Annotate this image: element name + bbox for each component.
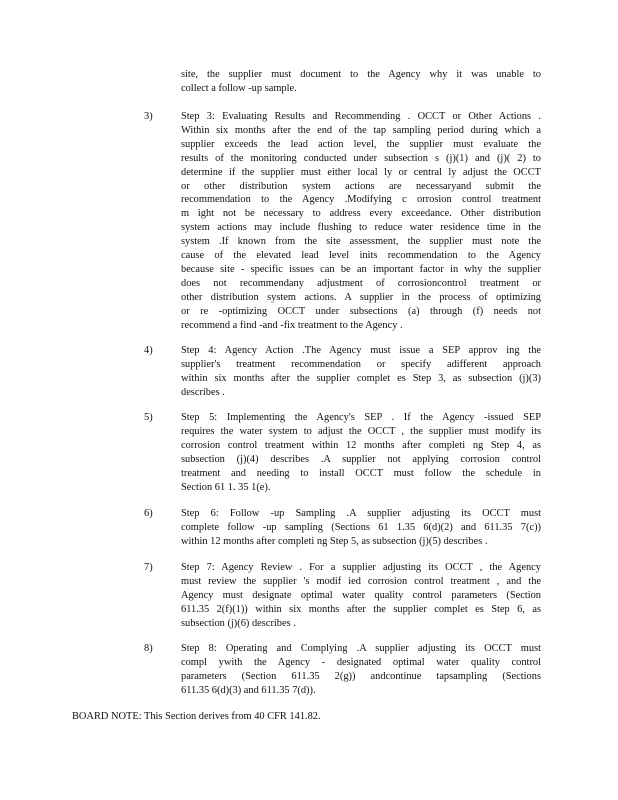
text-line: within 12 months after completi ng Step 5, as subsection (j)(5) describes . <box>181 535 488 547</box>
text-line: determine if the supplier must either local ly or central ly adjust the OCCT <box>181 166 541 178</box>
step-5-paragraph <box>181 411 541 494</box>
text-line: within six months after the supplier complet es Step 3, as subsection (j)(3) <box>181 372 541 384</box>
text-line: describes . <box>181 386 225 398</box>
text-line: subsection (j)(6) describes . <box>181 617 296 629</box>
text-line: treatment and needing to install OCCT must follow the schedule in <box>181 467 541 479</box>
step-number: 8) <box>144 643 153 654</box>
text-line: Step 3: Evaluating Results and Recommending . OCCT or Other Actions . <box>181 111 541 122</box>
step-8-paragraph <box>181 642 541 698</box>
step-number: 3) <box>144 111 153 122</box>
step-4-paragraph <box>181 344 541 400</box>
text-line: site, the supplier must document to the Agency why it was unable to <box>181 69 541 80</box>
text-line: Step 6: Follow -up Sampling .A supplier adjusting its OCCT must <box>181 508 541 519</box>
text-line: recommendation to the Agency .Modifying c orrosion control treatment <box>181 194 541 206</box>
step-6-paragraph <box>181 507 541 549</box>
text-line: 611.35 6(d)(3) and 611.35 7(d)). <box>181 684 316 696</box>
step-number: 7) <box>144 562 153 573</box>
text-line: does not recommendany adjustment of corrosioncontrol treatment or <box>181 277 541 289</box>
text-line: Within six months after the end of the tap sampling period during which a <box>181 124 541 136</box>
text-line: or other distribution system actions are necessaryand submit the <box>181 180 541 192</box>
text-line: cause of the elevated lead level inits recommendation to the Agency <box>181 250 541 262</box>
text-line: results of the monitoring conducted under subsection s (j)(1) and (j)( 2) to <box>181 152 541 164</box>
text-line: other distribution system actions. A supplier in the process of optimizing <box>181 291 541 303</box>
text-line: m ight not be necessary to address every exceedance. Other distribution <box>181 208 541 220</box>
text-line: system .If known from the site assessment, the supplier must note the <box>181 236 541 248</box>
text-line: parameters (Section 611.35 2(g)) andcontinue tapsampling (Sections <box>181 670 541 682</box>
text-line: collect a follow -up sample. <box>181 82 297 94</box>
text-line: Step 5: Implementing the Agency's SEP . If the Agency -issued SEP <box>181 412 541 423</box>
text-line: complete follow -up sampling (Sections 61 1.35 6(d)(2) and 611.35 7(c)) <box>181 521 541 533</box>
intro-paragraph <box>181 68 541 96</box>
text-line: Step 8: Operating and Complying .A supplier adjusting its OCCT must <box>181 643 541 654</box>
text-line: corrosion control treatment within 12 months after completi ng Step 4, as <box>181 439 541 451</box>
text-line: supplier's treatment recommendation or specify adifferent approach <box>181 358 541 370</box>
step-3-paragraph <box>181 110 541 333</box>
step-number: 5) <box>144 412 153 423</box>
text-line: Step 7: Agency Review . For a supplier adjusting its OCCT , the Agency <box>181 562 541 573</box>
text-line: or re -optimizing OCCT under subsections (a) through (f) needs not <box>181 305 541 317</box>
board-note: BOARD NOTE: This Section derives from 40 CFR 141.82. <box>72 711 321 722</box>
step-number: 6) <box>144 508 153 519</box>
text-line: Step 4: Agency Action .The Agency must issue a SEP approv ing the <box>181 345 541 356</box>
step-number: 4) <box>144 345 153 356</box>
text-line: Agency must designate optimal water quality control parameters (Section <box>181 589 541 601</box>
text-line: requires the water system to adjust the OCCT , the supplier must modify its <box>181 425 541 437</box>
text-line: 611.35 2(f)(1)) within six months after the supplier complet es Step 6, as <box>181 603 541 615</box>
text-line: supplier exceeds the lead action level, the supplier must evaluate the <box>181 138 541 150</box>
step-7-paragraph <box>181 561 541 631</box>
text-line: must review the supplier 's modif ied corrosion control treatment , and the <box>181 575 541 587</box>
text-line: system actions may include flushing to reduce water residence time in the <box>181 222 541 234</box>
text-line: compl ywith the Agency - designated optimal water quality control <box>181 656 541 668</box>
text-line: subsection (j)(4) describes .A supplier not applying corrosion control <box>181 453 541 465</box>
text-line: because site - specific issues can be an important factor in why the supplier <box>181 263 541 275</box>
text-line: recommend a find -and -fix treatment to the Agency . <box>181 319 403 331</box>
text-line: Section 61 1. 35 1(e). <box>181 481 271 493</box>
